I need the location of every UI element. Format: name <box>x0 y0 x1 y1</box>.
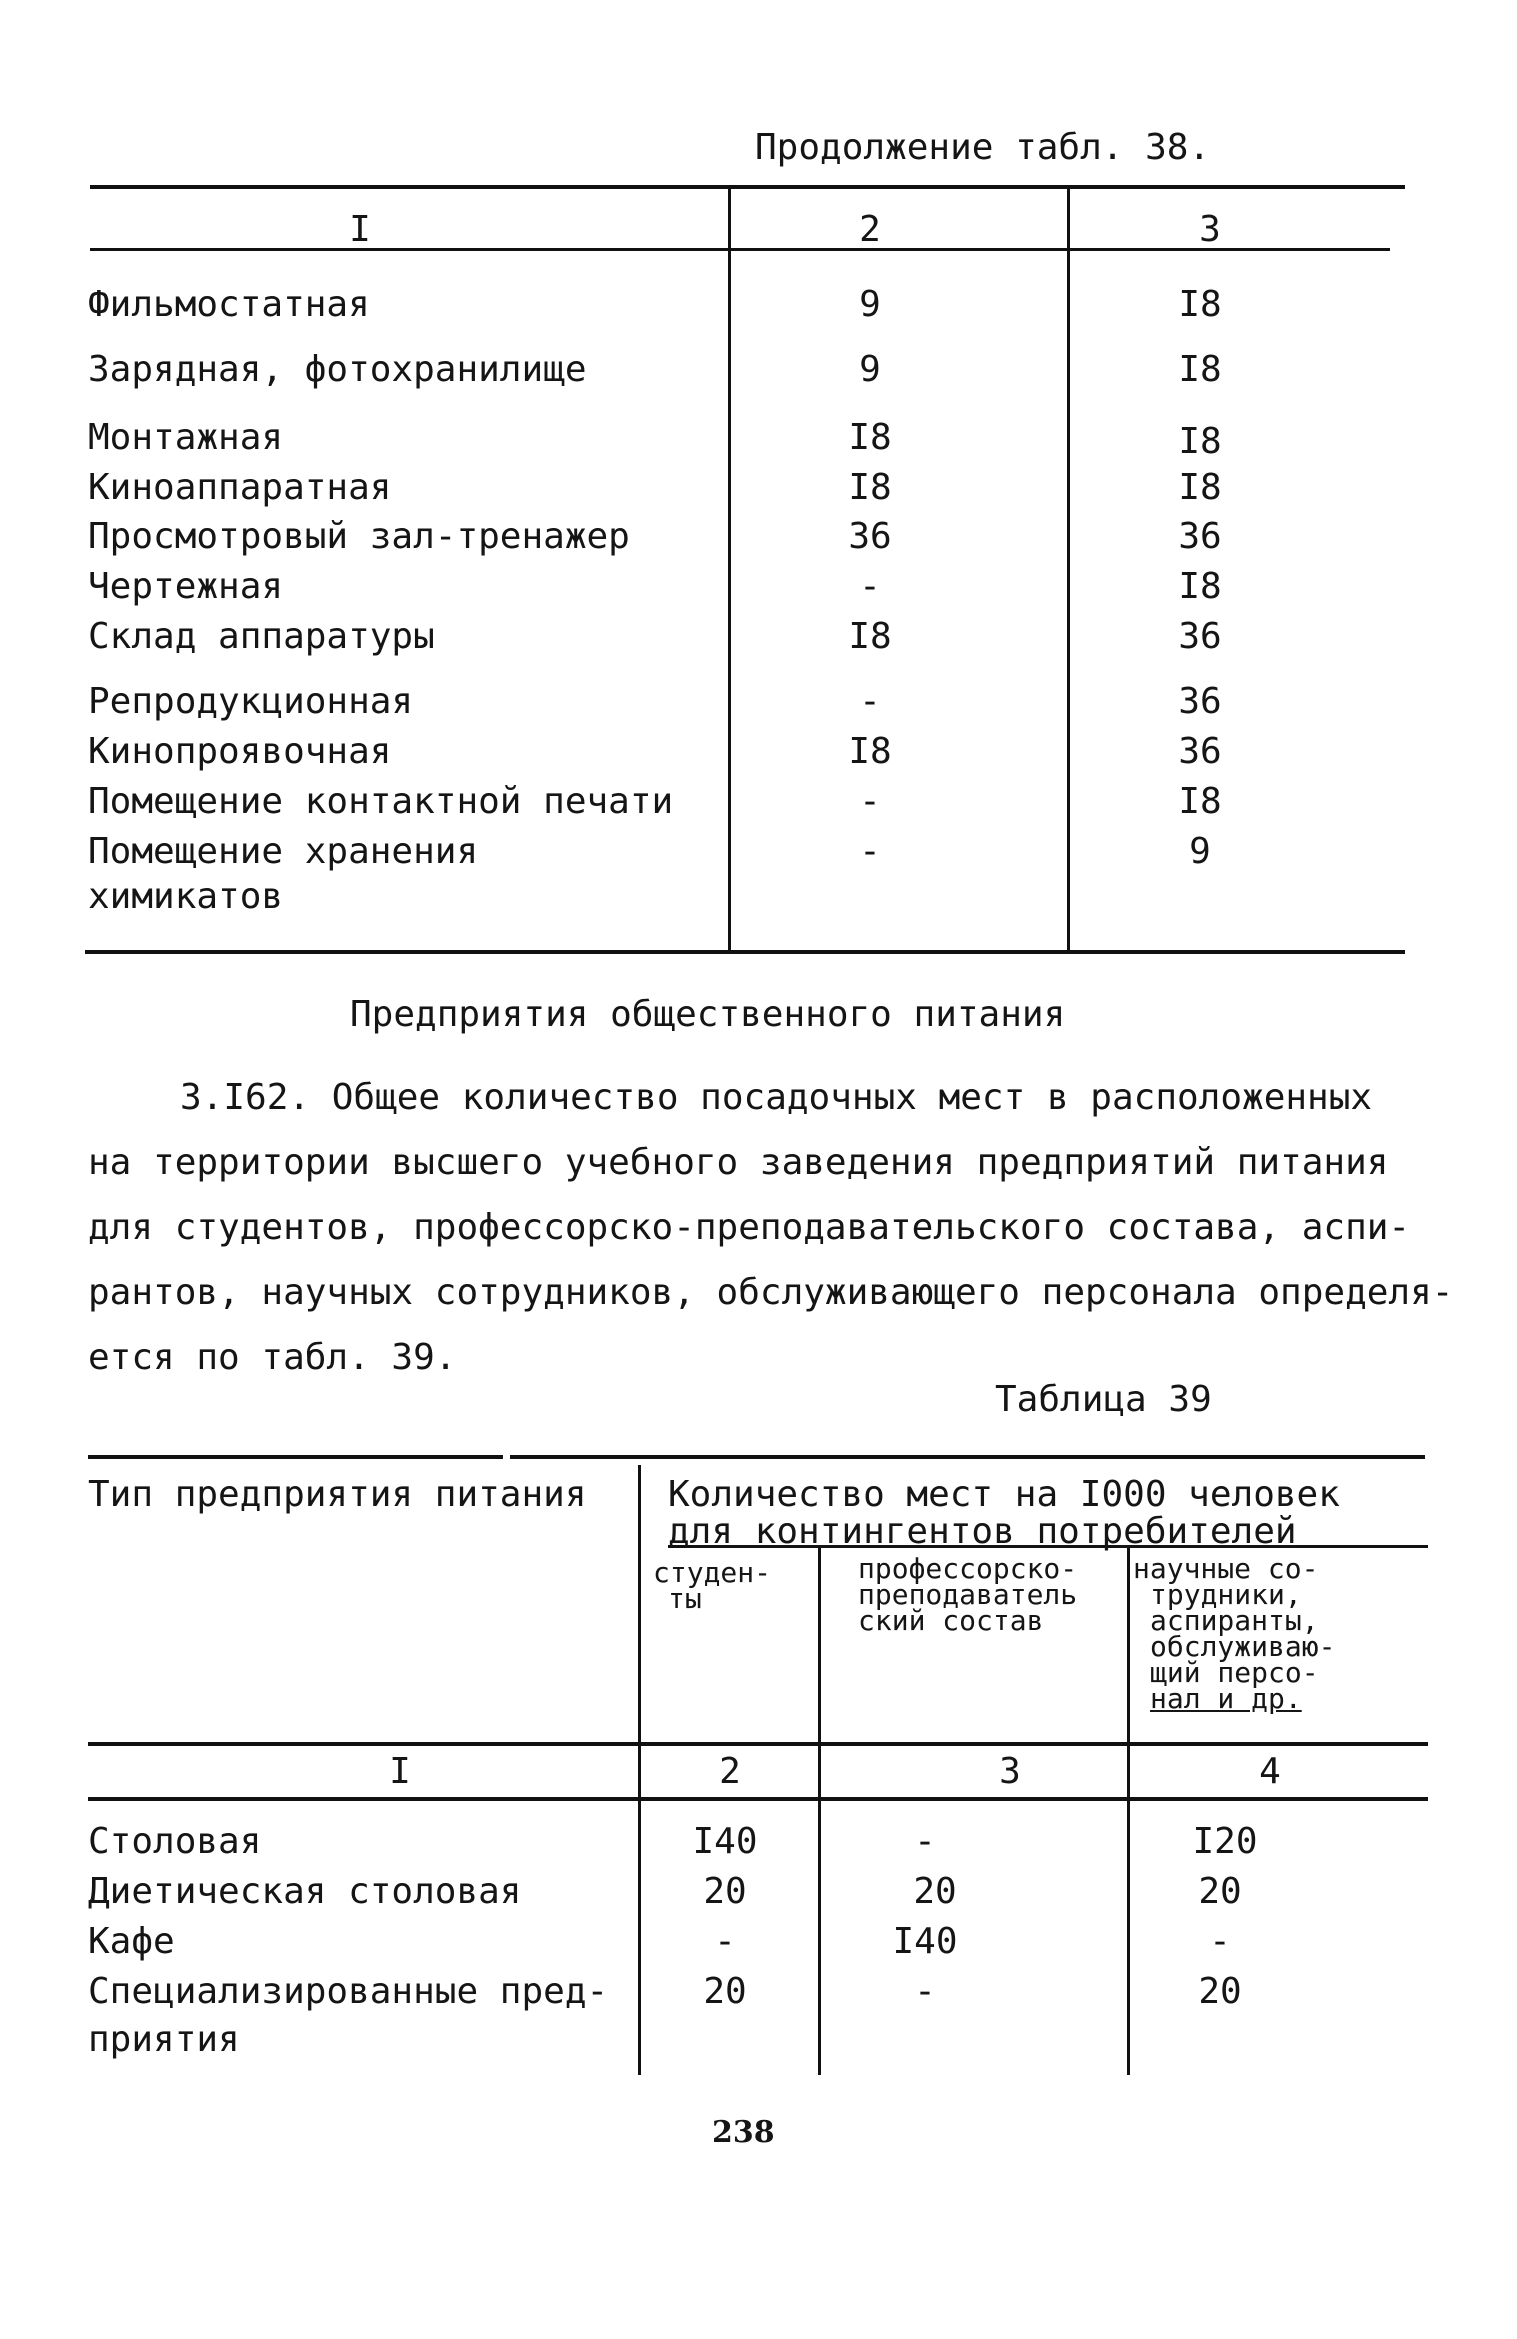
table39-row-name-line2: приятия <box>88 2019 240 2060</box>
table39-header-rule <box>88 1742 1428 1746</box>
table38-row-c3: I8 <box>1178 421 1222 462</box>
table38-row-c2: - <box>859 566 881 607</box>
table38-row-c3: I8 <box>1178 566 1222 607</box>
table38-row-c3: I8 <box>1178 284 1222 325</box>
table38-row-c3: 36 <box>1178 731 1222 772</box>
table39-row-name: Диетическая столовая <box>88 1871 522 1912</box>
table38-row-c2: I8 <box>848 467 892 508</box>
table38-row-c2: - <box>859 831 881 872</box>
table38-row-name: Киноаппаратная <box>88 467 392 508</box>
table39-row-name: Столовая <box>88 1821 262 1862</box>
table39-sub-col3-line3: ский состав <box>858 1604 1044 1637</box>
table39-row-name-line1: Специализированные пред- <box>88 1971 609 2012</box>
table39-sub-col4-line2: трудники, <box>1150 1578 1302 1611</box>
table38-row-c2: - <box>859 681 881 722</box>
table39-col-divider-2 <box>818 1548 821 2075</box>
paragraph-line: рантов, научных сотрудников, обслуживающего персонала определя- <box>88 1272 1454 1313</box>
table39-row-c3: I40 <box>892 1921 958 1962</box>
section-heading: Предприятия общественного питания <box>350 994 1066 1035</box>
table38-row-name: Помещение контактной печати <box>88 781 674 822</box>
table39-sub-col4-line1: научные со- <box>1133 1552 1319 1585</box>
table39-sub-col2-line2: ты <box>668 1582 702 1615</box>
table38-row-name: Монтажная <box>88 417 284 458</box>
table38-row-name: Просмотровый зал-тренажер <box>88 516 630 557</box>
table38-row-c2: 36 <box>848 516 892 557</box>
table38-top-rule <box>90 185 1405 189</box>
table38-row-name-line2: химикатов <box>88 876 284 917</box>
table39-sub-col4-line4: обслуживаю- <box>1150 1630 1336 1663</box>
table39-row-c3: - <box>914 1821 936 1862</box>
page-number: 238 <box>712 2115 775 2150</box>
table39-col-number-3: 3 <box>999 1751 1021 1792</box>
paragraph-line: для студентов, профессорско-преподавательского состава, аспи- <box>88 1207 1411 1248</box>
table39-col1-header: Тип предприятия питания <box>88 1474 587 1515</box>
table38-row-name-line1: Помещение хранения <box>88 831 479 872</box>
table38-row-c2: I8 <box>848 417 892 458</box>
table39-row-c2: 20 <box>703 1971 747 2012</box>
table39-col-number-2: 2 <box>719 1751 741 1792</box>
table38-col-header-2: 2 <box>859 209 881 250</box>
table39-row-c4: 20 <box>1198 1871 1242 1912</box>
table38-row-name: Зарядная, фотохранилище <box>88 349 587 390</box>
table39-sub-col2-line1: студен- <box>653 1556 772 1589</box>
table39-row-c3: 20 <box>913 1871 957 1912</box>
table38-row-name: Кинопроявочная <box>88 731 392 772</box>
table38-row-name: Репродукционная <box>88 681 414 722</box>
table38-caption: Продолжение табл. 38. <box>755 127 1211 168</box>
table39-group-header-line1: Количество мест на I000 человек <box>668 1474 1340 1515</box>
paragraph-line: ется по табл. 39. <box>88 1337 457 1378</box>
table39-sub-col4-line5: щий персо- <box>1150 1656 1319 1689</box>
table39-sub-col4-line6: нал и др. <box>1150 1682 1302 1715</box>
table39-row-name: Кафе <box>88 1921 175 1962</box>
table38-row-c3: I8 <box>1178 349 1222 390</box>
table39-col-divider-1 <box>638 1465 641 2075</box>
table38-bottom-rule <box>85 950 1405 954</box>
table38-col-header-3: 3 <box>1199 209 1221 250</box>
table39-sub-col3-line2: преподаватель <box>858 1578 1078 1611</box>
table39-row-c2: I40 <box>692 1821 758 1862</box>
table39-row-c3: - <box>914 1971 936 2012</box>
table39-row-c4: 20 <box>1198 1971 1242 2012</box>
table38-row-c2: I8 <box>848 616 892 657</box>
table38-row-c3: 36 <box>1178 616 1222 657</box>
table38-row-c2: 9 <box>859 349 881 390</box>
table39-numbers-rule <box>88 1797 1428 1801</box>
table39-row-c4: I20 <box>1192 1821 1258 1862</box>
table38-row-c3: I8 <box>1178 467 1222 508</box>
table38-row-name: Фильмостатная <box>88 284 370 325</box>
table38-col-divider-2 <box>1067 185 1070 953</box>
table39-caption: Таблица 39 <box>995 1379 1212 1420</box>
table38-row-c3: 36 <box>1178 681 1222 722</box>
table38-row-c3: 36 <box>1178 516 1222 557</box>
table38-row-c2: - <box>859 781 881 822</box>
table39-row-c4: - <box>1209 1921 1231 1962</box>
table38-row-name: Чертежная <box>88 566 284 607</box>
table39-col-number-4: 4 <box>1259 1751 1281 1792</box>
paragraph-line: на территории высшего учебного заведения предприятий питания <box>88 1142 1389 1183</box>
table39-sub-col4-line3: аспиранты, <box>1150 1604 1319 1637</box>
table39-top-rule-right <box>510 1455 1425 1459</box>
table39-col-number-1: I <box>389 1751 411 1792</box>
table38-row-c3: 9 <box>1189 831 1211 872</box>
table39-top-rule-left <box>88 1455 503 1459</box>
table39-col-divider-3 <box>1127 1548 1130 2075</box>
table38-row-c2: 9 <box>859 284 881 325</box>
table39-sub-col3-line1: профессорско- <box>858 1552 1078 1585</box>
table38-row-c2: I8 <box>848 731 892 772</box>
table38-row-name: Склад аппаратуры <box>88 616 435 657</box>
table39-group-header-line2: для контингентов потребителей <box>668 1511 1297 1552</box>
table39-row-c2: 20 <box>703 1871 747 1912</box>
table39-row-c2: - <box>714 1921 736 1962</box>
paragraph-line: 3.I62. Общее количество посадочных мест в расположенных <box>180 1077 1373 1118</box>
table38-row-c3: I8 <box>1178 781 1222 822</box>
table38-col-header-1: I <box>349 209 371 250</box>
table38-col-divider-1 <box>728 185 731 953</box>
